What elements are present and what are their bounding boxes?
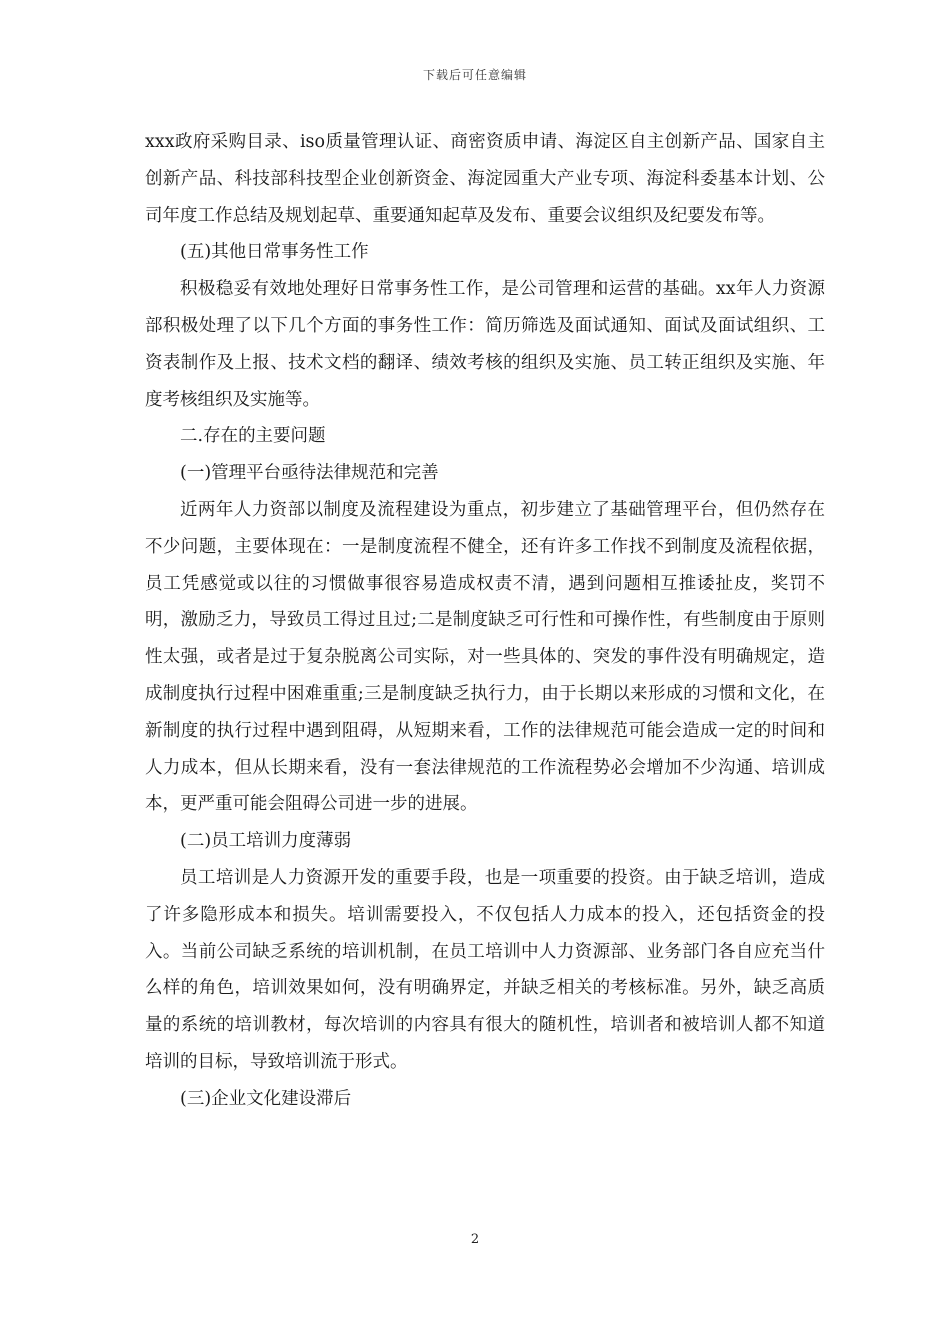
page-number: 2 bbox=[470, 1232, 480, 1247]
subheading-employee-training: (二)员工培训力度薄弱 bbox=[180, 831, 352, 852]
subheading-corporate-culture: (三)企业文化建设滞后 bbox=[180, 1088, 352, 1109]
document-body bbox=[145, 124, 825, 1118]
section-heading-main-problems: 二.存在的主要问题 bbox=[180, 426, 326, 447]
subheading-management-platform: (一)管理平台亟待法律规范和完善 bbox=[180, 463, 439, 484]
paragraph-management-platform: 近两年人力资部以制度及流程建设为重点，初步建立了基础管理平台，但仍然存在不少问题，主要体现在：一是制度流程不健全，还有许多工作找不到制度及流程依据，员工凭感觉或以往的习惯做事很容易造成权责不清，遇到问题相互推诿扯皮，奖罚不明，激励乏力，导致员工得过且过;二是制度缺乏可行性和可操作性，有些制度由于原则性太强，或者是过于复杂脱离公司实际，对一些具体的、突发的事件没有明确规定，造成制度执行过程中困难重重;三是制度缺乏执行力，由于长期以来形成的习惯和文化，在新制度的执行过程中遇到阻碍，从短期来看，工作的法律规范可能会造成一定的时间和人力成本，但从长期来看，没有一套法律规范的工作流程势必会增加不少沟通、培训成本，更严重可能会阻碍公司进一步的进展。 bbox=[145, 499, 825, 815]
paragraph-continued: xxx政府采购目录、iso质量管理认证、商密资质申请、海淀区自主创新产品、国家自主创新产品、科技部科技型企业创新资金、海淀园重大产业专项、海淀科委基本计划、公司年度工作总结及规划起草、重要通知起草及发布、重要会议组织及纪要发布等。 bbox=[145, 132, 825, 226]
paragraph-employee-training: 员工培训是人力资源开发的重要手段，也是一项重要的投资。由于缺乏培训，造成了许多隐形成本和损失。培训需要投入，不仅包括人力成本的投入，还包括资金的投入。当前公司缺乏系统的培训机制，在员工培训中人力资源部、业务部门各自应充当什么样的角色，培训效果如何，没有明确界定，并缺乏相关的考核标准。另外，缺乏高质量的系统的培训教材，每次培训的内容具有很大的随机性，培训者和被培训人都不知道培训的目标，导致培训流于形式。 bbox=[145, 867, 825, 1072]
paragraph-daily-affairs: 积极稳妥有效地处理好日常事务性工作，是公司管理和运营的基础。xx年人力资源部积极处理了以下几个方面的事务性工作：简历筛选及面试通知、面试及面试组织、工资表制作及上报、技术文档的翻译、绩效考核的组织及实施、员工转正组织及实施、年度考核组织及实施等。 bbox=[145, 279, 825, 410]
section-heading-other-affairs: (五)其他日常事务性工作 bbox=[180, 242, 369, 263]
page-header: 下载后可任意编辑 bbox=[422, 68, 527, 82]
